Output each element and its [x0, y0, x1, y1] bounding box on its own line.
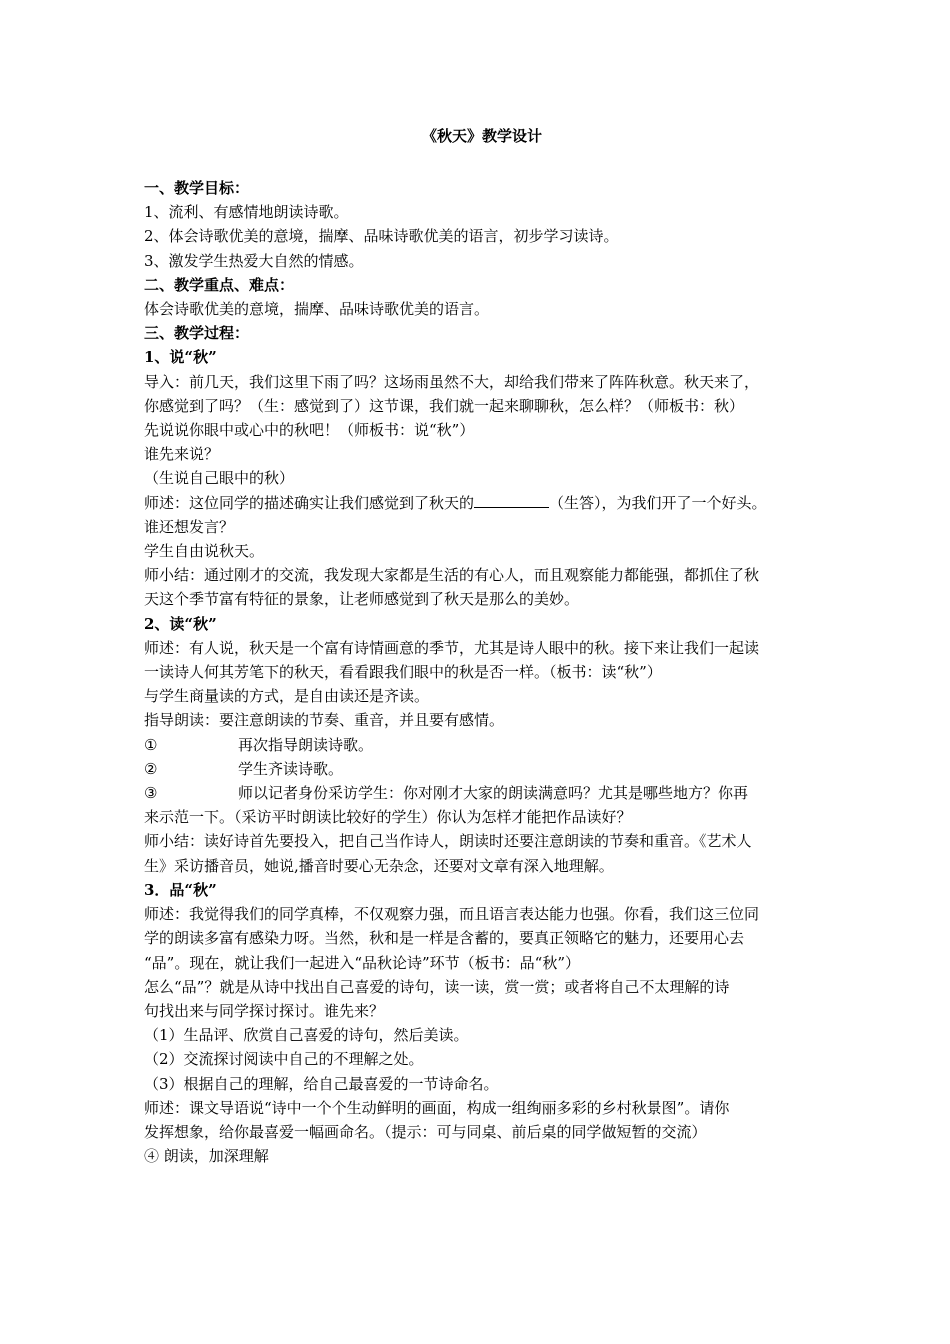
section-heading	[144, 176, 820, 200]
section-heading	[144, 273, 820, 297]
paragraph-line	[144, 466, 820, 490]
paragraph-line	[144, 394, 820, 418]
document-body	[144, 176, 820, 1168]
line-text: 句找出来与同学探讨探讨。谁先来？	[144, 1001, 385, 1020]
line-text: （生说自己眼中的秋）	[144, 469, 295, 488]
paragraph-line	[144, 975, 820, 999]
line-text: 学的朗读多富有感染力呀。当然，秋和是一样是含蓄的，要真正领略它的魅力，还要用心去	[144, 929, 745, 948]
line-text: 你感觉到了吗？（生：感觉到了）这节课，我们就一起来聊聊秋，怎么样？（师板书：秋）	[144, 396, 745, 415]
paragraph-line	[144, 249, 820, 273]
line-text: 怎么“品”？就是从诗中找出自己喜爱的诗句，读一读，赏一赏；或者将自己不太理解的诗	[144, 977, 730, 996]
line-text: 师小结：通过刚才的交流，我发现大家都是生活的有心人，而且观察能力都能强，都抓住了秋	[144, 566, 760, 585]
paragraph-line	[144, 563, 820, 587]
paragraph-line	[144, 297, 820, 321]
paragraph-line	[144, 926, 820, 950]
line-text: “品”。现在，就让我们一起进入“品秋论诗”环节（板书：品“秋”）	[144, 953, 581, 972]
paragraph-line	[144, 418, 820, 442]
paragraph-line	[144, 829, 820, 853]
document-page	[144, 124, 820, 1168]
line-text: 学生齐读诗歌。	[238, 759, 344, 778]
list-number: ③	[144, 784, 158, 803]
paragraph-line	[144, 539, 820, 563]
paragraph-line	[144, 708, 820, 732]
line-text: 谁先来说？	[144, 445, 220, 464]
paragraph-line	[144, 999, 820, 1023]
list-number: ②	[144, 759, 158, 778]
paragraph-line	[144, 587, 820, 611]
paragraph-line	[144, 1047, 820, 1071]
paragraph-line	[144, 1023, 820, 1047]
section-heading	[144, 345, 820, 369]
line-text: 体会诗歌优美的意境，揣摩、品味诗歌优美的语言。	[144, 300, 490, 319]
paragraph-line	[144, 1096, 820, 1120]
paragraph-line	[144, 491, 820, 515]
line-text: （1）生品评、欣赏自己喜爱的诗句，然后美读。	[144, 1026, 469, 1045]
line-text: 3、激发学生热爱大自然的情感。	[144, 251, 364, 270]
line-text: （3）根据自己的理解，给自己最喜爱的一节诗命名。	[144, 1074, 499, 1093]
section-heading	[144, 612, 820, 636]
paragraph-line	[144, 1144, 820, 1168]
paragraph-line	[144, 515, 820, 539]
line-text: 师述：有人说，秋天是一个富有诗情画意的季节，尤其是诗人眼中的秋。接下来让我们一起读	[144, 638, 760, 657]
paragraph-line	[144, 902, 820, 926]
line-text: 天这个季节富有特征的景象，让老师感觉到了秋天是那么的美妙。	[144, 590, 580, 609]
paragraph-line	[144, 660, 820, 684]
line-text: 与学生商量读的方式，是自由读还是齐读。	[144, 687, 430, 706]
line-text: 导入：前几天，我们这里下雨了吗？这场雨虽然不大，却给我们带来了阵阵秋意。秋天来了，	[144, 372, 760, 391]
line-text: 生》采访播音员，她说,播音时要心无杂念，还要对文章有深入地理解。	[144, 856, 614, 875]
line-text: 一读诗人何其芳笔下的秋天，看看跟我们眼中的秋是否一样。（板书：读“秋”）	[144, 663, 662, 682]
paragraph-line	[144, 757, 820, 781]
paragraph-line	[144, 636, 820, 660]
paragraph-line	[144, 733, 820, 757]
line-text: 谁还想发言？	[144, 517, 235, 536]
paragraph-line	[144, 200, 820, 224]
paragraph-line	[144, 370, 820, 394]
paragraph-line	[144, 951, 820, 975]
line-text: 2、体会诗歌优美的意境，揣摩、品味诗歌优美的语言，初步学习读诗。	[144, 227, 619, 246]
line-text: 师述：这位同学的描述确实让我们感觉到了秋天的	[144, 493, 475, 512]
list-number: ①	[144, 735, 158, 754]
fill-in-blank	[474, 492, 549, 508]
line-text: 学生自由说秋天。	[144, 542, 265, 561]
paragraph-line	[144, 224, 820, 248]
section-heading	[144, 321, 820, 345]
line-text: 1、说“秋”	[144, 348, 217, 367]
line-text: 3．品“秋”	[144, 880, 217, 899]
line-text: 再次指导朗读诗歌。	[238, 735, 374, 754]
line-text: 一、教学目标：	[144, 179, 250, 197]
line-text: （2）交流探讨阅读中自己的不理解之处。	[144, 1050, 424, 1069]
paragraph-line	[144, 781, 820, 805]
paragraph-line	[144, 442, 820, 466]
line-text: 来示范一下。（采访平时朗读比较好的学生）你认为怎样才能把作品读好？	[144, 808, 632, 827]
line-text: 指导朗读：要注意朗读的节奏、重音，并且要有感情。	[144, 711, 505, 730]
line-text: ④ 朗读，加深理解	[144, 1147, 269, 1166]
paragraph-line	[144, 684, 820, 708]
paragraph-line	[144, 1072, 820, 1096]
line-text: 师述：课文导语说“诗中一个个生动鲜明的画面，构成一组绚丽多彩的乡村秋景图”。请你	[144, 1098, 730, 1117]
line-text: 先说说你眼中或心中的秋吧！（师板书：说“秋”）	[144, 421, 475, 440]
line-text: 师述：我觉得我们的同学真棒，不仅观察力强，而且语言表达能力也强。你看，我们这三位同	[144, 905, 760, 924]
line-text: 师小结：读好诗首先要投入，把自己当作诗人，朗读时还要注意朗读的节奏和重音。《艺术人	[144, 832, 752, 851]
line-text: 师以记者身份采访学生：你对刚才大家的朗读满意吗？尤其是哪些地方？你再	[238, 784, 749, 803]
paragraph-line	[144, 1120, 820, 1144]
paragraph-line	[144, 805, 820, 829]
line-text: 发挥想象，给你最喜爱一幅画命名。（提示：可与同桌、前后桌的同学做短暂的交流）	[144, 1122, 707, 1141]
line-text: 二、教学重点、难点：	[144, 275, 295, 294]
document-title: 《秋天》教学设计	[421, 127, 542, 145]
line-text: 三、教学过程：	[144, 324, 250, 343]
paragraph-line	[144, 854, 820, 878]
section-heading	[144, 878, 820, 902]
line-text: 2、读“秋”	[144, 614, 217, 633]
line-text: 1、流利、有感情地朗读诗歌。	[144, 203, 349, 222]
line-text-after-blank: （生答），为我们开了一个好头。	[549, 493, 767, 512]
